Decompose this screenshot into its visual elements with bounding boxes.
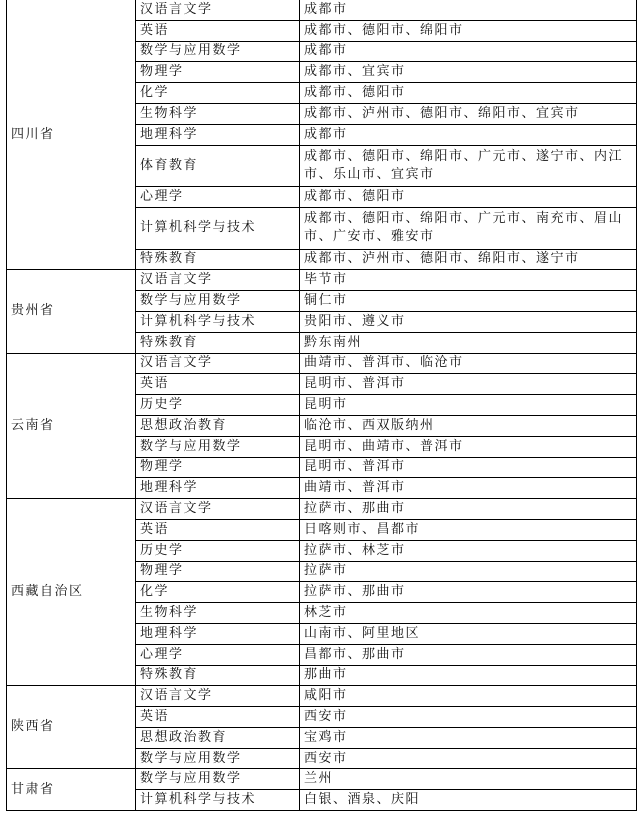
subject-cell: 地理科学 (136, 124, 300, 145)
table-row (7, 769, 637, 790)
province-cell: 贵州省 (7, 270, 136, 353)
cities-cell: 宝鸡市 (300, 727, 637, 748)
subject-cell: 化学 (136, 83, 300, 104)
subject-cell: 特殊教育 (136, 665, 300, 686)
cities-cell: 曲靖市、普洱市 (300, 478, 637, 499)
province-cell: 陕西省 (7, 686, 136, 769)
table-row (7, 499, 637, 520)
cities-cell: 昆明市 (300, 395, 637, 416)
subject-cell: 汉语言文学 (136, 270, 300, 291)
cities-cell: 成都市 (300, 0, 637, 20)
subject-cell: 汉语言文学 (136, 686, 300, 707)
cities-cell: 成都市 (300, 41, 637, 62)
cities-cell: 成都市、德阳市、绵阳市、广元市、南充市、眉山市、广安市、雅安市 (300, 207, 637, 249)
subject-cell: 数学与应用数学 (136, 436, 300, 457)
subject-cell: 数学与应用数学 (136, 41, 300, 62)
cities-cell: 成都市、宜宾市 (300, 62, 637, 83)
subject-cell: 英语 (136, 707, 300, 728)
subject-cell: 心理学 (136, 644, 300, 665)
table-row (7, 270, 637, 291)
subject-cell: 英语 (136, 20, 300, 41)
cities-cell: 西安市 (300, 748, 637, 769)
table-row (7, 353, 637, 374)
cities-cell: 昆明市、普洱市 (300, 457, 637, 478)
cities-cell: 西安市 (300, 707, 637, 728)
subject-cell: 地理科学 (136, 623, 300, 644)
subject-cell: 思想政治教育 (136, 415, 300, 436)
cities-cell: 山南市、阿里地区 (300, 623, 637, 644)
cities-cell: 林芝市 (300, 603, 637, 624)
cities-cell: 拉萨市 (300, 561, 637, 582)
cities-cell: 白银、酒泉、庆阳 (300, 790, 637, 811)
province-subject-city-table (6, 0, 637, 811)
subject-cell: 生物科学 (136, 603, 300, 624)
cities-cell: 临沧市、西双版纳州 (300, 415, 637, 436)
subject-cell: 物理学 (136, 457, 300, 478)
subject-cell: 汉语言文学 (136, 353, 300, 374)
table-row (7, 0, 637, 20)
cities-cell: 黔东南州 (300, 332, 637, 353)
subject-cell: 历史学 (136, 540, 300, 561)
subject-cell: 思想政治教育 (136, 727, 300, 748)
subject-cell: 心理学 (136, 187, 300, 208)
subject-cell: 地理科学 (136, 478, 300, 499)
cities-cell: 拉萨市、那曲市 (300, 582, 637, 603)
subject-cell: 特殊教育 (136, 332, 300, 353)
cities-cell: 成都市 (300, 124, 637, 145)
subject-cell: 物理学 (136, 62, 300, 83)
subject-cell: 英语 (136, 374, 300, 395)
subject-cell: 生物科学 (136, 103, 300, 124)
cities-cell: 成都市、德阳市 (300, 187, 637, 208)
cities-cell: 成都市、泸州市、德阳市、绵阳市、宜宾市 (300, 103, 637, 124)
subject-cell: 化学 (136, 582, 300, 603)
province-cell: 西藏自治区 (7, 499, 136, 686)
table-body (7, 0, 637, 811)
cities-cell: 兰州 (300, 769, 637, 790)
cities-cell: 咸阳市 (300, 686, 637, 707)
subject-cell: 计算机科学与技术 (136, 207, 300, 249)
subject-cell: 特殊教育 (136, 249, 300, 270)
subject-cell: 英语 (136, 519, 300, 540)
cities-cell: 成都市、德阳市、绵阳市 (300, 20, 637, 41)
cities-cell: 那曲市 (300, 665, 637, 686)
subject-cell: 计算机科学与技术 (136, 311, 300, 332)
cities-cell: 贵阳市、遵义市 (300, 311, 637, 332)
subject-cell: 汉语言文学 (136, 499, 300, 520)
province-cell: 甘肃省 (7, 769, 136, 811)
cities-cell: 曲靖市、普洱市、临沧市 (300, 353, 637, 374)
cities-cell: 成都市、德阳市、绵阳市、广元市、遂宁市、内江市、乐山市、宜宾市 (300, 145, 637, 187)
cities-cell: 毕节市 (300, 270, 637, 291)
subject-cell: 物理学 (136, 561, 300, 582)
table-row (7, 686, 637, 707)
subject-cell: 数学与应用数学 (136, 291, 300, 312)
subject-cell: 体育教育 (136, 145, 300, 187)
cities-cell: 昆明市、普洱市 (300, 374, 637, 395)
cities-cell: 昌都市、那曲市 (300, 644, 637, 665)
cities-cell: 成都市、德阳市 (300, 83, 637, 104)
subject-cell: 数学与应用数学 (136, 769, 300, 790)
province-cell: 四川省 (7, 0, 136, 270)
subject-cell: 计算机科学与技术 (136, 790, 300, 811)
cities-cell: 日喀则市、昌都市 (300, 519, 637, 540)
cities-cell: 昆明市、曲靖市、普洱市 (300, 436, 637, 457)
cities-cell: 成都市、泸州市、德阳市、绵阳市、遂宁市 (300, 249, 637, 270)
cities-cell: 铜仁市 (300, 291, 637, 312)
cities-cell: 拉萨市、那曲市 (300, 499, 637, 520)
subject-cell: 历史学 (136, 395, 300, 416)
subject-cell: 汉语言文学 (136, 0, 300, 20)
subject-cell: 数学与应用数学 (136, 748, 300, 769)
province-cell: 云南省 (7, 353, 136, 499)
cities-cell: 拉萨市、林芝市 (300, 540, 637, 561)
